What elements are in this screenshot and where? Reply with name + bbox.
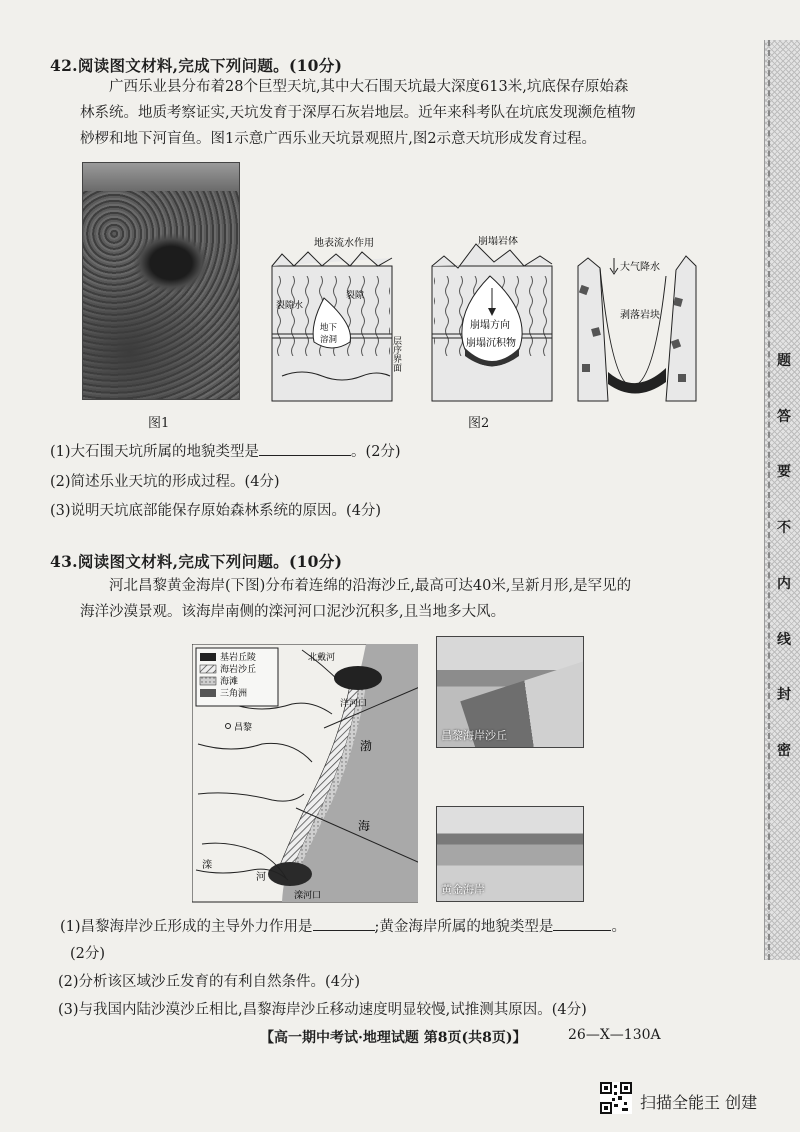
label-collapse-direction: 崩塌方向 <box>470 320 510 331</box>
label-strata-boundary: 层序界面 <box>391 336 401 372</box>
label-beidaihe: 北戴河 <box>308 653 336 663</box>
q42-line-2: 林系统。地质考察证实,天坑发育于深厚石灰岩地层。近年来科考队在坑底发现濒危植物 <box>80 105 636 121</box>
q43-sub1-score: (2分) <box>70 946 106 962</box>
label-collapse-rock: 崩塌岩体 <box>478 236 518 247</box>
label-luanhekou: 滦河口 <box>294 891 322 901</box>
q42-paragraph <box>80 74 770 152</box>
label-yanghekou: 洋河口 <box>340 699 368 709</box>
map-legend <box>196 648 278 706</box>
label-fissure-water: 裂隙水 <box>276 301 304 311</box>
q43-sub2: (2)分析该区域沙丘发育的有利自然条件。(4分) <box>58 974 361 990</box>
seal-char-3: 线 <box>777 631 791 648</box>
panel-2-collapse <box>432 236 552 401</box>
q43-paragraph <box>80 573 770 625</box>
panel-3-sinkhole <box>578 256 696 401</box>
page-footer-title: 【高一期中考试·地理试题 第8页(共8页)】 <box>260 1030 527 1046</box>
q43-sub1-blank-1[interactable] <box>313 930 375 931</box>
photo-golden-coast-label: 黄金海岸 <box>441 883 485 896</box>
seal-char-1: 密 <box>777 742 791 759</box>
figure2-diagram <box>262 236 702 404</box>
q43-sub3: (3)与我国内陆沙漠沙丘相比,昌黎海岸沙丘移动速度明显较慢,试推测其原因。(4分) <box>58 1002 587 1018</box>
q42-sub1 <box>50 440 401 461</box>
paper-code: 26—X—130A <box>568 1027 661 1043</box>
q43-sub1-text-b: ;黄金海岸所属的地貌类型是 <box>374 919 554 935</box>
q42-sub1-text: (1)大石围天坑所属的地貌类型是 <box>50 444 260 460</box>
label-cave-1: 地下 <box>320 323 338 333</box>
legend-beach: 海滩 <box>220 677 239 687</box>
q42-sub3: (3)说明天坑底部能保存原始森林系统的原因。(4分) <box>50 503 382 519</box>
panel-1-underground-cave <box>272 236 402 401</box>
q43-title: 43.阅读图文材料,完成下列问题。(10分) <box>50 552 343 571</box>
q42-sub1-blank[interactable] <box>259 455 351 456</box>
label-surface-water: 地表流水作用 <box>314 238 374 249</box>
label-he: 河 <box>256 872 266 883</box>
seal-char-6: 要 <box>777 464 791 481</box>
seal-char-5: 不 <box>777 520 791 537</box>
seal-dashed-line <box>768 40 770 960</box>
seal-char-8: 题 <box>777 353 791 369</box>
photo-changli-dune-label: 昌黎海岸沙丘 <box>441 729 507 742</box>
label-luan: 滦 <box>202 860 212 871</box>
photo-golden-coast <box>436 806 584 902</box>
legend-dune: 海岩沙丘 <box>220 665 257 675</box>
q42-sub1-score: 。(2分) <box>351 444 401 460</box>
q43-line-2: 海洋沙漠景观。该海岸南侧的滦河河口泥沙沉积多,且当地多大风。 <box>80 604 506 620</box>
label-fissure: 裂隙 <box>346 291 365 301</box>
q42-line-3: 桫椤和地下河盲鱼。图1示意广西乐业天坑景观照片,图2示意天坑形成发育过程。 <box>80 131 597 147</box>
q42-title: 42.阅读图文材料,完成下列问题。(10分) <box>50 56 343 75</box>
seal-margin-text <box>771 350 797 760</box>
figure1-caption: 图1 <box>148 416 170 431</box>
q43-line-1: 河北昌黎黄金海岸(下图)分布着连绵的沿海沙丘,最高可达40米,呈新月形,是罕见的 <box>109 578 632 594</box>
legend-delta: 三角洲 <box>220 689 248 699</box>
q43-sub1-text-a: (1)昌黎海岸沙丘形成的主导外力作用是 <box>60 919 313 935</box>
q43-sub1 <box>60 915 626 936</box>
figure1-sinkhole-photo <box>82 162 240 400</box>
label-hai: 海 <box>358 819 371 833</box>
photo-changli-dune <box>436 636 584 748</box>
seal-char-2: 封 <box>777 687 791 704</box>
q42-line-1: 广西乐业县分布着28个巨型天坑,其中大石围天坑最大深度613米,坑底保存原始森 <box>109 79 629 95</box>
label-precipitation: 大气降水 <box>620 262 660 273</box>
scanner-watermark: 扫描全能王 创建 <box>640 1093 758 1112</box>
q43-sub1-text-c: 。 <box>611 919 626 935</box>
label-cave-2: 溶洞 <box>320 335 338 345</box>
legend-bedrock: 基岩丘陵 <box>220 653 257 663</box>
seal-char-4: 内 <box>777 575 791 592</box>
q43-coast-map <box>192 644 418 904</box>
qr-code-icon <box>600 1082 632 1114</box>
figure2-caption: 图2 <box>468 416 490 431</box>
seal-char-7: 答 <box>777 408 791 425</box>
q43-sub1-blank-2[interactable] <box>553 930 611 931</box>
label-falling-blocks: 剥落岩块 <box>620 310 660 321</box>
label-changli: 昌黎 <box>234 723 253 733</box>
label-collapse-deposit: 崩塌沉积物 <box>466 338 516 349</box>
label-bo: 渤 <box>360 739 373 753</box>
q42-sub2: (2)简述乐业天坑的形成过程。(4分) <box>50 474 280 490</box>
